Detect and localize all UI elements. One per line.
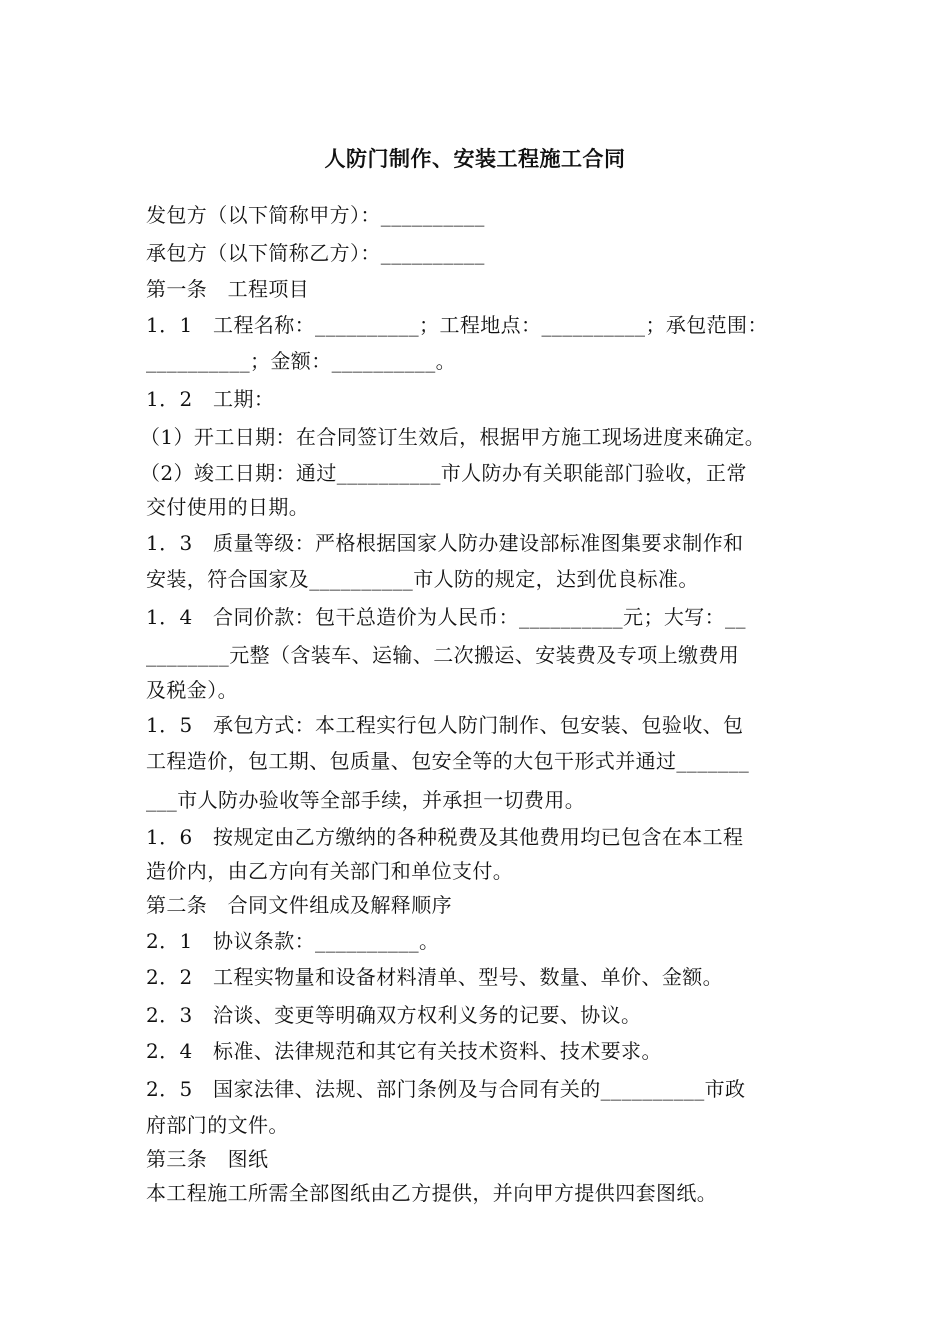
clause-1-2-completion-line-1: （2）竣工日期：通过__________市人防办有关职能部门验收，正常: [140, 461, 747, 485]
clause-1-4-line-3: 及税金）。: [146, 678, 238, 702]
clause-1-2: 1．2 工期：: [146, 387, 275, 411]
article-2-heading: 第二条 合同文件组成及解释顺序: [146, 893, 452, 917]
clause-1-4-line-2: ________元整（含装车、运输、二次搬运、安装费及专项上缴费用: [146, 643, 740, 667]
clause-1-2-completion-line-2: 交付使用的日期。: [146, 495, 310, 519]
clause-2-1: 2．1 协议条款：__________。: [146, 929, 440, 953]
clause-2-5-line-1: 2．5 国家法律、法规、部门条例及与合同有关的__________市政: [146, 1077, 746, 1101]
clause-1-6-line-2: 造价内，由乙方向有关部门和单位支付。: [146, 859, 514, 883]
article-3-heading: 第三条 图纸: [146, 1147, 269, 1171]
party-b-line: 承包方（以下简称乙方）：__________: [146, 241, 485, 265]
clause-1-6-line-1: 1．6 按规定由乙方缴纳的各种税费及其他费用均已包含在本工程: [146, 825, 744, 849]
clause-1-5-line-3: ___市人防办验收等全部手续，并承担一切费用。: [146, 788, 586, 812]
clause-1-5-line-1: 1．5 承包方式：本工程实行包人防门制作、包安装、包验收、包: [146, 713, 744, 737]
document-title: 人防门制作、安装工程施工合同: [324, 147, 626, 171]
clause-2-2: 2．2 工程实物量和设备材料清单、型号、数量、单价、金额。: [146, 965, 724, 989]
clause-2-5-line-2: 府部门的文件。: [146, 1113, 289, 1137]
clause-1-3-line-1: 1．3 质量等级：严格根据国家人防办建设部标准图集要求制作和: [146, 531, 744, 555]
clause-2-3: 2．3 洽谈、变更等明确双方权利义务的记要、协议。: [146, 1003, 642, 1027]
article-3-body: 本工程施工所需全部图纸由乙方提供，并向甲方提供四套图纸。: [146, 1181, 718, 1205]
clause-1-1-line-2: __________；金额：__________。: [146, 349, 456, 373]
clause-1-2-start-date: （1）开工日期：在合同签订生效后，根据甲方施工现场进度来确定。: [140, 425, 766, 449]
clause-2-4: 2．4 标准、法律规范和其它有关技术资料、技术要求。: [146, 1039, 662, 1063]
clause-1-1-line-1: 1．1 工程名称：__________；工程地点：__________；承包范围：: [146, 313, 768, 337]
party-a-line: 发包方（以下简称甲方）：__________: [146, 203, 485, 227]
clause-1-4-line-1: 1．4 合同价款：包干总造价为人民币：__________元；大写：__: [146, 605, 746, 629]
article-1-heading: 第一条 工程项目: [146, 277, 310, 301]
clause-1-5-line-2: 工程造价，包工期、包质量、包安全等的大包干形式并通过_______: [146, 749, 750, 773]
clause-1-3-line-2: 安装，符合国家及__________市人防的规定，达到优良标准。: [146, 567, 699, 591]
